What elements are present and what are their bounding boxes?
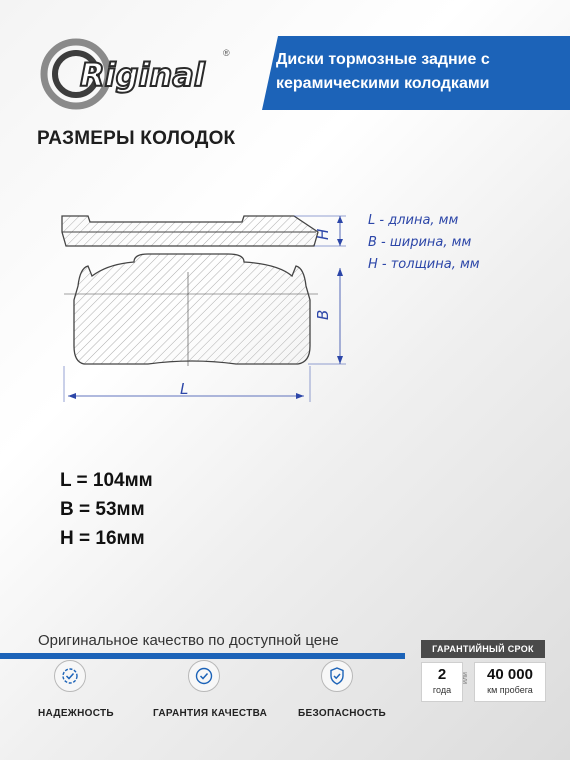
pad-front-view [64, 254, 318, 366]
dimension-width: B = 53мм [60, 499, 145, 520]
warranty-title: ГАРАНТИЙНЫЙ СРОК [421, 640, 545, 658]
label-h: H [314, 228, 332, 240]
warranty-mileage [474, 662, 546, 702]
badge-check-icon [188, 660, 220, 692]
shield-check-icon [321, 660, 353, 692]
warranty-years-unit: года [432, 685, 452, 695]
warranty-years-value: 2 [437, 666, 447, 683]
dimension-length: L = 104мм [60, 470, 153, 491]
dimension-values [60, 466, 153, 553]
logo-text: Riginal [80, 56, 205, 94]
tagline: Оригинальное качество по доступной цене [38, 632, 339, 649]
feature-reliability-label: НАДЕЖНОСТЬ [38, 708, 114, 719]
section-title: РАЗМЕРЫ КОЛОДОК [37, 128, 236, 149]
dimension-thickness: H = 16мм [60, 528, 145, 549]
svg-text:®: ® [223, 48, 230, 58]
gear-check-icon [54, 660, 86, 692]
feature-quality-label: ГАРАНТИЯ КАЧЕСТВА [153, 708, 268, 719]
warranty-mileage-unit: км пробега [487, 685, 533, 695]
warranty-years [421, 662, 463, 702]
accent-band [0, 653, 405, 659]
warranty-or [462, 671, 469, 684]
brand-logo [40, 36, 240, 116]
legend-item: B - ширина, мм [368, 235, 472, 250]
legend-item: H - толщина, мм [368, 257, 480, 272]
legend-item: L - длина, мм [368, 213, 459, 228]
warranty-or-text: или [462, 672, 469, 684]
warranty-mileage-value: 40 000 [487, 666, 533, 683]
pad-side-view [62, 216, 318, 246]
feature-safety-label: БЕЗОПАСНОСТЬ [298, 708, 387, 719]
label-b: B [314, 309, 332, 320]
drawing-legend [368, 210, 480, 276]
brake-pad-drawing [48, 196, 358, 416]
label-l: L [180, 380, 189, 398]
header-title: Диски тормозные задние с керамическими колодками [276, 51, 490, 92]
